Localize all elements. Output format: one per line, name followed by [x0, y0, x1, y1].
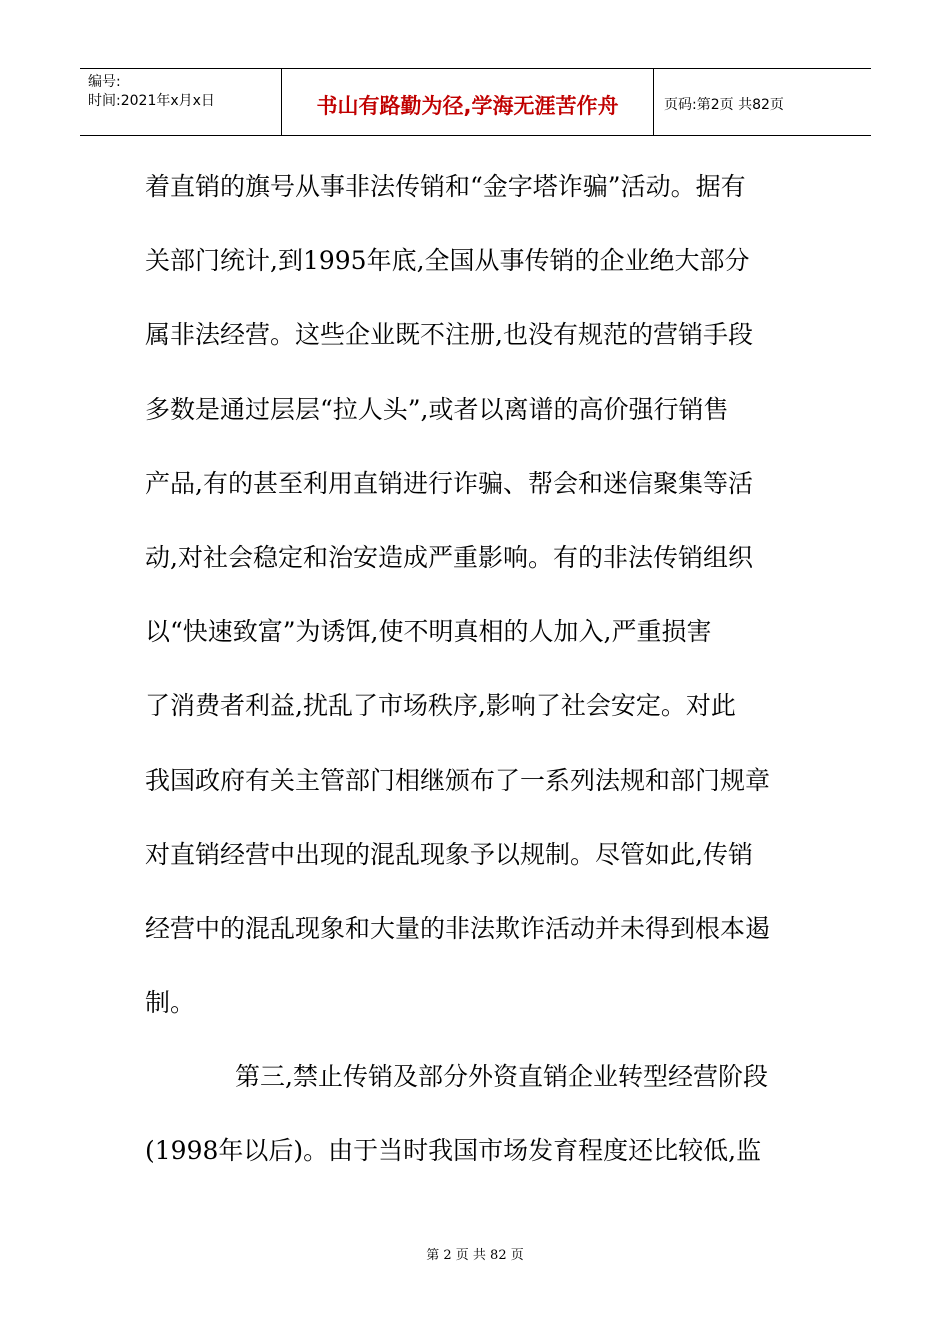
body-line: 动,对社会稳定和治安造成严重影响。有的非法传销组织: [145, 542, 753, 572]
body-line-indented: 第三,禁止传销及部分外资直销企业转型经营阶段: [235, 1062, 768, 1092]
header-motto: 书山有路勤为径,学海无涯苦作舟: [316, 94, 619, 118]
body-line: 对直销经营中出现的混乱现象予以规制。尽管如此,传销: [145, 839, 753, 869]
page-footer: 第 2 页 共 82 页: [426, 1248, 524, 1263]
body-line: 产品,有的甚至利用直销进行诈骗、帮会和迷信聚集等活: [145, 468, 753, 498]
document-number-label: 编号:: [88, 74, 121, 90]
body-line: 以“快速致富”为诱饵,使不明真相的人加入,严重损害: [145, 617, 712, 647]
body-line: 制。: [145, 988, 196, 1018]
body-line: 了消费者利益,扰乱了市场秩序,影响了社会安定。对此: [145, 691, 736, 721]
document-body: [145, 160, 810, 1199]
body-line: 我国政府有关主管部门相继颁布了一系列法规和部门规章: [145, 765, 771, 795]
body-line: 属非法经营。这些企业既不注册,也没有规范的营销手段: [145, 320, 753, 350]
body-line: 多数是通过层层“拉人头”,或者以离谱的高价强行销售: [145, 394, 729, 424]
body-line: 着直销的旗号从事非法传销和“金字塔诈骗”活动。据有: [145, 172, 746, 201]
body-line: 关部门统计,到1995年底,全国从事传销的企业绝大部分: [145, 246, 750, 276]
body-line: (1998年以后)。由于当时我国市场发育程度还比较低,监: [145, 1136, 762, 1166]
header-meta-cell: [80, 69, 282, 135]
body-line: 经营中的混乱现象和大量的非法欺诈活动并未得到根本遏: [145, 913, 771, 943]
document-header: [80, 68, 871, 136]
document-date: 时间:2021年x月x日: [88, 93, 215, 109]
header-page-info: 页码:第2页 共82页: [664, 97, 784, 113]
header-page-cell: [654, 69, 871, 135]
header-motto-cell: [282, 69, 654, 135]
